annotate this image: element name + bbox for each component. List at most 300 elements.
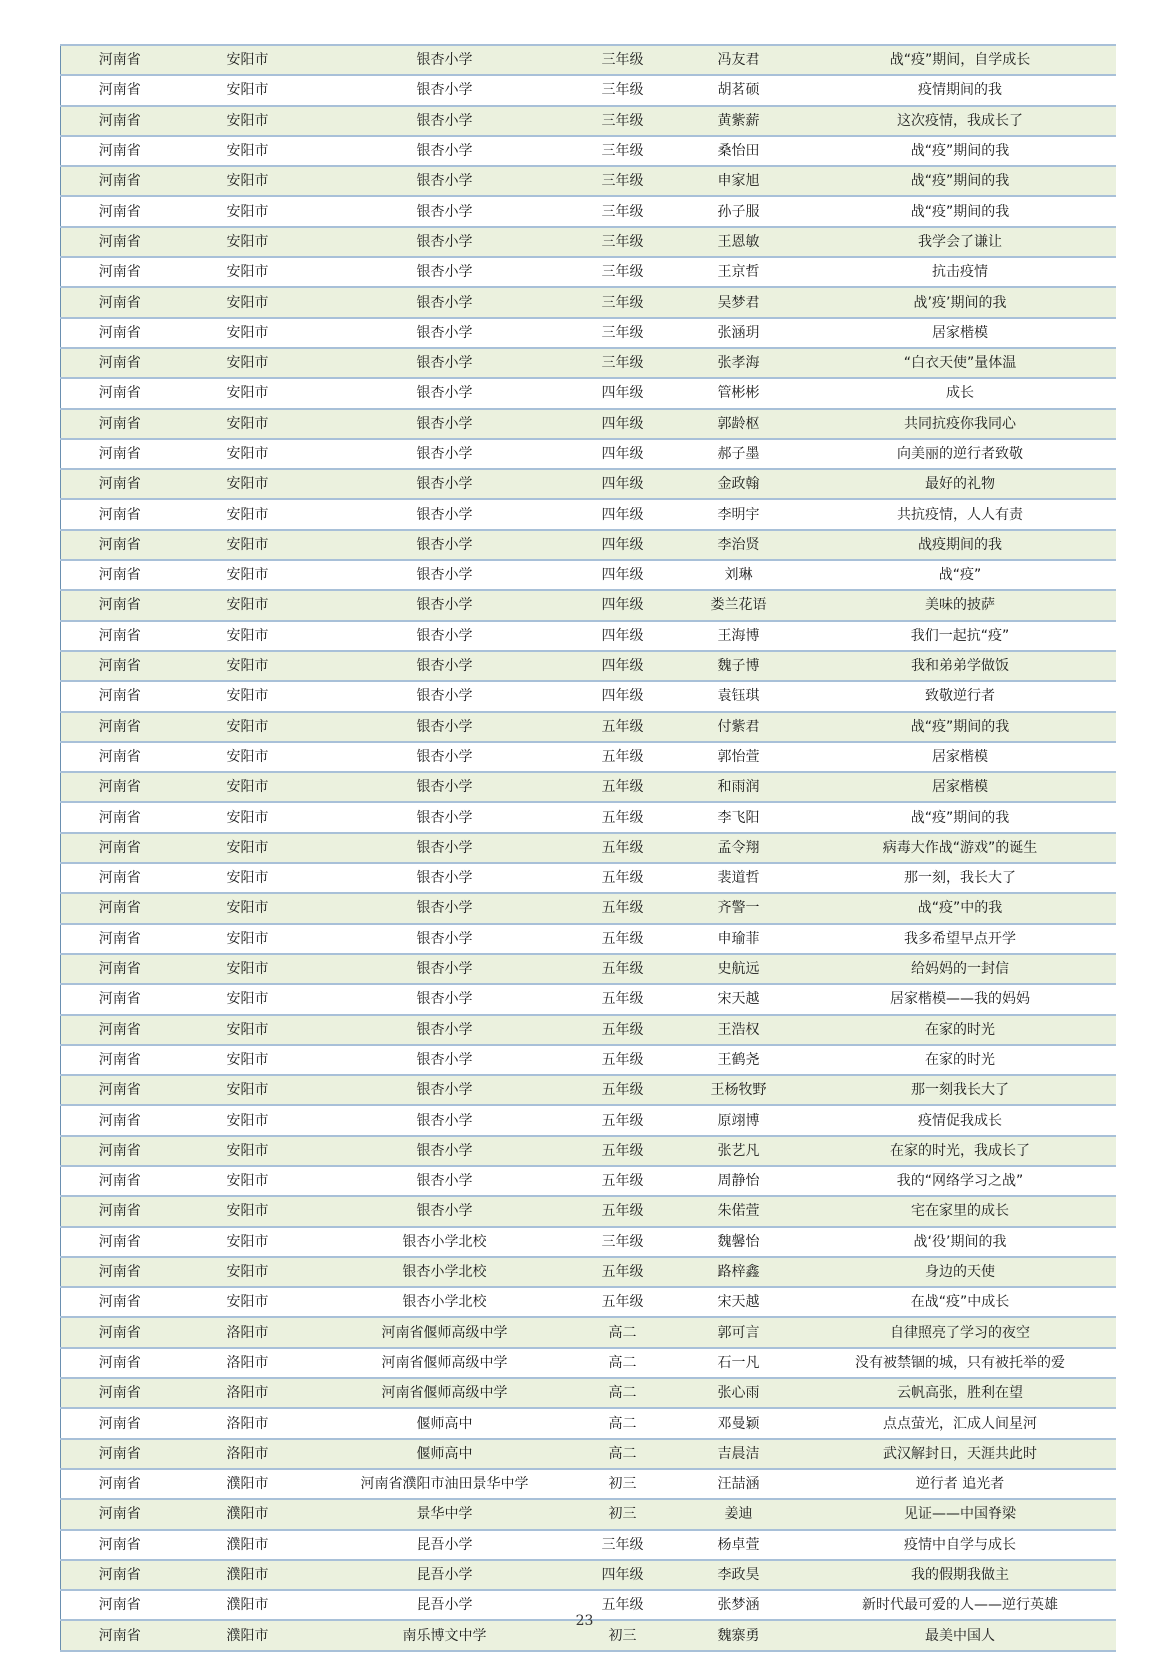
student-name-cell: 郭龄枢 <box>673 409 805 439</box>
grade-cell: 四年级 <box>573 439 673 469</box>
student-name-cell: 王浩权 <box>673 1015 805 1045</box>
grade-cell: 四年级 <box>573 590 673 620</box>
province-cell: 河南省 <box>61 1469 179 1499</box>
table-row <box>61 227 1116 257</box>
city-cell: 安阳市 <box>179 893 317 923</box>
student-name-cell: 张涵玥 <box>673 318 805 348</box>
province-cell: 河南省 <box>61 924 179 954</box>
essay-title-cell: 我多希望早点开学 <box>805 924 1116 954</box>
grade-cell: 五年级 <box>573 1196 673 1226</box>
grade-cell: 高二 <box>573 1348 673 1378</box>
student-name-cell: 宋天越 <box>673 1287 805 1317</box>
school-cell: 银杏小学 <box>317 196 573 226</box>
school-cell: 景华中学 <box>317 1499 573 1529</box>
city-cell: 安阳市 <box>179 863 317 893</box>
school-cell: 银杏小学 <box>317 45 573 75</box>
student-name-cell: 裴道哲 <box>673 863 805 893</box>
grade-cell: 四年级 <box>573 560 673 590</box>
school-cell: 银杏小学 <box>317 984 573 1014</box>
student-name-cell: 朱偌萱 <box>673 1196 805 1226</box>
student-name-cell: 魏馨怡 <box>673 1227 805 1257</box>
city-cell: 安阳市 <box>179 75 317 105</box>
grade-cell: 三年级 <box>573 318 673 348</box>
grade-cell: 三年级 <box>573 348 673 378</box>
table-row <box>61 924 1116 954</box>
student-name-cell: 齐警一 <box>673 893 805 923</box>
school-cell: 银杏小学 <box>317 530 573 560</box>
school-cell: 银杏小学 <box>317 409 573 439</box>
student-name-cell: 周静怡 <box>673 1166 805 1196</box>
province-cell: 河南省 <box>61 1045 179 1075</box>
province-cell: 河南省 <box>61 287 179 317</box>
province-cell: 河南省 <box>61 378 179 408</box>
essay-title-cell: 战“疫” <box>805 560 1116 590</box>
province-cell: 河南省 <box>61 409 179 439</box>
award-list-table <box>60 44 1116 1652</box>
table-row <box>61 893 1116 923</box>
essay-title-cell: 这次疫情，我成长了 <box>805 106 1116 136</box>
essay-title-cell: 云帆高张，胜利在望 <box>805 1378 1116 1408</box>
table-row <box>61 439 1116 469</box>
student-name-cell: 孙子服 <box>673 196 805 226</box>
school-cell: 银杏小学 <box>317 954 573 984</box>
school-cell: 银杏小学 <box>317 651 573 681</box>
city-cell: 安阳市 <box>179 499 317 529</box>
city-cell: 安阳市 <box>179 984 317 1014</box>
student-name-cell: 孟令翔 <box>673 833 805 863</box>
student-name-cell: 刘琳 <box>673 560 805 590</box>
student-name-cell: 李治贤 <box>673 530 805 560</box>
essay-title-cell: 共抗疫情，人人有责 <box>805 499 1116 529</box>
province-cell: 河南省 <box>61 984 179 1014</box>
province-cell: 河南省 <box>61 560 179 590</box>
student-name-cell: 郭怡萱 <box>673 742 805 772</box>
school-cell: 银杏小学 <box>317 318 573 348</box>
student-name-cell: 郭可言 <box>673 1317 805 1347</box>
grade-cell: 四年级 <box>573 378 673 408</box>
city-cell: 安阳市 <box>179 166 317 196</box>
grade-cell: 五年级 <box>573 893 673 923</box>
school-cell: 银杏小学 <box>317 348 573 378</box>
province-cell: 河南省 <box>61 196 179 226</box>
student-name-cell: 管彬彬 <box>673 378 805 408</box>
table-row <box>61 1287 1116 1317</box>
school-cell: 银杏小学 <box>317 1136 573 1166</box>
essay-title-cell: 共同抗疫你我同心 <box>805 409 1116 439</box>
grade-cell: 初三 <box>573 1469 673 1499</box>
table-row <box>61 378 1116 408</box>
table-row <box>61 1196 1116 1226</box>
school-cell: 河南省濮阳市油田景华中学 <box>317 1469 573 1499</box>
table-row <box>61 106 1116 136</box>
province-cell: 河南省 <box>61 1136 179 1166</box>
table-row <box>61 45 1116 75</box>
grade-cell: 三年级 <box>573 136 673 166</box>
province-cell: 河南省 <box>61 1287 179 1317</box>
province-cell: 河南省 <box>61 772 179 802</box>
province-cell: 河南省 <box>61 106 179 136</box>
table-row <box>61 196 1116 226</box>
table-row <box>61 1015 1116 1045</box>
grade-cell: 五年级 <box>573 863 673 893</box>
student-name-cell: 魏子博 <box>673 651 805 681</box>
table-row <box>61 348 1116 378</box>
essay-title-cell: 致敬逆行者 <box>805 681 1116 711</box>
province-cell: 河南省 <box>61 166 179 196</box>
city-cell: 濮阳市 <box>179 1499 317 1529</box>
city-cell: 安阳市 <box>179 530 317 560</box>
province-cell: 河南省 <box>61 1105 179 1135</box>
table-row <box>61 1105 1116 1135</box>
school-cell: 河南省偃师高级中学 <box>317 1317 573 1347</box>
student-name-cell: 王鹤尧 <box>673 1045 805 1075</box>
grade-cell: 高二 <box>573 1408 673 1438</box>
student-name-cell: 吉晨洁 <box>673 1439 805 1469</box>
province-cell: 河南省 <box>61 863 179 893</box>
table-row <box>61 651 1116 681</box>
grade-cell: 五年级 <box>573 1075 673 1105</box>
city-cell: 安阳市 <box>179 196 317 226</box>
grade-cell: 三年级 <box>573 227 673 257</box>
grade-cell: 五年级 <box>573 1257 673 1287</box>
city-cell: 安阳市 <box>179 742 317 772</box>
table-row <box>61 681 1116 711</box>
city-cell: 安阳市 <box>179 227 317 257</box>
grade-cell: 五年级 <box>573 833 673 863</box>
province-cell: 河南省 <box>61 45 179 75</box>
city-cell: 洛阳市 <box>179 1378 317 1408</box>
essay-title-cell: 向美丽的逆行者致敬 <box>805 439 1116 469</box>
province-cell: 河南省 <box>61 1408 179 1438</box>
city-cell: 安阳市 <box>179 106 317 136</box>
grade-cell: 四年级 <box>573 469 673 499</box>
school-cell: 银杏小学 <box>317 712 573 742</box>
grade-cell: 四年级 <box>573 621 673 651</box>
province-cell: 河南省 <box>61 1227 179 1257</box>
grade-cell: 高二 <box>573 1317 673 1347</box>
school-cell: 银杏小学北校 <box>317 1227 573 1257</box>
essay-title-cell: 那一刻，我长大了 <box>805 863 1116 893</box>
student-name-cell: 桑怡田 <box>673 136 805 166</box>
city-cell: 洛阳市 <box>179 1439 317 1469</box>
city-cell: 濮阳市 <box>179 1530 317 1560</box>
city-cell: 安阳市 <box>179 681 317 711</box>
table-row <box>61 1560 1116 1590</box>
table-row <box>61 1378 1116 1408</box>
student-name-cell: 李飞阳 <box>673 802 805 832</box>
school-cell: 银杏小学 <box>317 1105 573 1135</box>
page-number: 23 <box>575 1613 594 1629</box>
essay-title-cell: 身边的天使 <box>805 1257 1116 1287</box>
city-cell: 安阳市 <box>179 409 317 439</box>
essay-title-cell: 我的假期我做主 <box>805 1560 1116 1590</box>
essay-title-cell: 战“疫”期间的我 <box>805 802 1116 832</box>
essay-title-cell: “白衣天使”量体温 <box>805 348 1116 378</box>
province-cell: 河南省 <box>61 439 179 469</box>
student-name-cell: 申瑜菲 <box>673 924 805 954</box>
grade-cell: 三年级 <box>573 257 673 287</box>
grade-cell: 四年级 <box>573 499 673 529</box>
school-cell: 银杏小学 <box>317 1196 573 1226</box>
student-name-cell: 付紫君 <box>673 712 805 742</box>
city-cell: 濮阳市 <box>179 1590 317 1620</box>
school-cell: 银杏小学 <box>317 893 573 923</box>
city-cell: 安阳市 <box>179 1287 317 1317</box>
grade-cell: 四年级 <box>573 530 673 560</box>
grade-cell: 三年级 <box>573 106 673 136</box>
essay-title-cell: 逆行者 追光者 <box>805 1469 1116 1499</box>
city-cell: 安阳市 <box>179 469 317 499</box>
table-row <box>61 499 1116 529</box>
essay-title-cell: 成长 <box>805 378 1116 408</box>
province-cell: 河南省 <box>61 621 179 651</box>
table-row <box>61 1469 1116 1499</box>
province-cell: 河南省 <box>61 530 179 560</box>
school-cell: 银杏小学 <box>317 924 573 954</box>
grade-cell: 五年级 <box>573 802 673 832</box>
essay-title-cell: 战“疫”期间，自学成长 <box>805 45 1116 75</box>
grade-cell: 三年级 <box>573 196 673 226</box>
student-name-cell: 王恩敏 <box>673 227 805 257</box>
grade-cell: 五年级 <box>573 924 673 954</box>
table-row <box>61 409 1116 439</box>
table-row <box>61 1408 1116 1438</box>
school-cell: 银杏小学 <box>317 378 573 408</box>
province-cell: 河南省 <box>61 1590 179 1620</box>
school-cell: 银杏小学 <box>317 469 573 499</box>
school-cell: 银杏小学北校 <box>317 1287 573 1317</box>
province-cell: 河南省 <box>61 1439 179 1469</box>
grade-cell: 五年级 <box>573 1045 673 1075</box>
essay-title-cell: 抗击疫情 <box>805 257 1116 287</box>
student-name-cell: 王杨牧野 <box>673 1075 805 1105</box>
school-cell: 银杏小学 <box>317 802 573 832</box>
province-cell: 河南省 <box>61 499 179 529</box>
essay-title-cell: 在家的时光 <box>805 1045 1116 1075</box>
grade-cell: 五年级 <box>573 1166 673 1196</box>
essay-title-cell: 美味的披萨 <box>805 590 1116 620</box>
essay-title-cell: 那一刻我长大了 <box>805 1075 1116 1105</box>
table-row <box>61 590 1116 620</box>
student-name-cell: 魏寨勇 <box>673 1620 805 1650</box>
province-cell: 河南省 <box>61 1348 179 1378</box>
school-cell: 银杏小学 <box>317 499 573 529</box>
essay-title-cell: 战“疫”中的我 <box>805 893 1116 923</box>
table-row <box>61 772 1116 802</box>
school-cell: 银杏小学 <box>317 1075 573 1105</box>
grade-cell: 三年级 <box>573 287 673 317</box>
essay-title-cell: 居家楷模——我的妈妈 <box>805 984 1116 1014</box>
city-cell: 安阳市 <box>179 287 317 317</box>
student-name-cell: 金政翰 <box>673 469 805 499</box>
essay-title-cell: 居家楷模 <box>805 772 1116 802</box>
city-cell: 安阳市 <box>179 348 317 378</box>
city-cell: 安阳市 <box>179 1196 317 1226</box>
grade-cell: 五年级 <box>573 1287 673 1317</box>
grade-cell: 三年级 <box>573 1227 673 1257</box>
essay-title-cell: 最美中国人 <box>805 1620 1116 1650</box>
essay-title-cell: 在战“疫”中成长 <box>805 1287 1116 1317</box>
grade-cell: 五年级 <box>573 954 673 984</box>
city-cell: 濮阳市 <box>179 1469 317 1499</box>
school-cell: 银杏小学 <box>317 681 573 711</box>
grade-cell: 五年级 <box>573 712 673 742</box>
essay-title-cell: 病毒大作战“游戏”的诞生 <box>805 833 1116 863</box>
grade-cell: 四年级 <box>573 651 673 681</box>
table-row <box>61 469 1116 499</box>
school-cell: 银杏小学 <box>317 621 573 651</box>
table-row <box>61 166 1116 196</box>
city-cell: 安阳市 <box>179 1136 317 1166</box>
province-cell: 河南省 <box>61 833 179 863</box>
essay-title-cell: 居家楷模 <box>805 742 1116 772</box>
essay-title-cell: 在家的时光 <box>805 1015 1116 1045</box>
school-cell: 昆吾小学 <box>317 1530 573 1560</box>
student-name-cell: 石一凡 <box>673 1348 805 1378</box>
city-cell: 安阳市 <box>179 590 317 620</box>
table-row <box>61 1439 1116 1469</box>
essay-title-cell: 疫情中自学与成长 <box>805 1530 1116 1560</box>
table-row <box>61 1257 1116 1287</box>
essay-title-cell: 战“疫”期间的我 <box>805 712 1116 742</box>
student-name-cell: 李明宇 <box>673 499 805 529</box>
table-row <box>61 318 1116 348</box>
province-cell: 河南省 <box>61 1166 179 1196</box>
province-cell: 河南省 <box>61 318 179 348</box>
province-cell: 河南省 <box>61 136 179 166</box>
essay-title-cell: 新时代最可爱的人——逆行英雄 <box>805 1590 1116 1620</box>
city-cell: 安阳市 <box>179 1227 317 1257</box>
student-name-cell: 张孝海 <box>673 348 805 378</box>
province-cell: 河南省 <box>61 1317 179 1347</box>
table-row <box>61 530 1116 560</box>
city-cell: 安阳市 <box>179 802 317 832</box>
essay-title-cell: 在家的时光，我成长了 <box>805 1136 1116 1166</box>
student-name-cell: 杨卓萱 <box>673 1530 805 1560</box>
table-row <box>61 984 1116 1014</box>
school-cell: 银杏小学 <box>317 227 573 257</box>
school-cell: 偃师高中 <box>317 1439 573 1469</box>
student-name-cell: 王京哲 <box>673 257 805 287</box>
school-cell: 银杏小学 <box>317 136 573 166</box>
grade-cell: 三年级 <box>573 166 673 196</box>
grade-cell: 三年级 <box>573 75 673 105</box>
essay-title-cell: 宅在家里的成长 <box>805 1196 1116 1226</box>
city-cell: 安阳市 <box>179 712 317 742</box>
school-cell: 银杏小学 <box>317 439 573 469</box>
student-name-cell: 张艺凡 <box>673 1136 805 1166</box>
province-cell: 河南省 <box>61 1560 179 1590</box>
student-name-cell: 路梓鑫 <box>673 1257 805 1287</box>
student-name-cell: 张梦涵 <box>673 1590 805 1620</box>
school-cell: 银杏小学 <box>317 1045 573 1075</box>
essay-title-cell: 点点萤光，汇成人间星河 <box>805 1408 1116 1438</box>
city-cell: 安阳市 <box>179 45 317 75</box>
student-name-cell: 胡茗硕 <box>673 75 805 105</box>
essay-title-cell: 见证——中国脊梁 <box>805 1499 1116 1529</box>
province-cell: 河南省 <box>61 1015 179 1045</box>
essay-title-cell: 武汉解封日，天涯共此时 <box>805 1439 1116 1469</box>
grade-cell: 四年级 <box>573 681 673 711</box>
essay-title-cell: 我的“网络学习之战” <box>805 1166 1116 1196</box>
province-cell: 河南省 <box>61 1530 179 1560</box>
province-cell: 河南省 <box>61 227 179 257</box>
student-name-cell: 吴梦君 <box>673 287 805 317</box>
table-row <box>61 833 1116 863</box>
student-name-cell: 邓曼颖 <box>673 1408 805 1438</box>
school-cell: 昆吾小学 <box>317 1590 573 1620</box>
essay-title-cell: 战“疫”期间的我 <box>805 196 1116 226</box>
grade-cell: 高二 <box>573 1378 673 1408</box>
student-name-cell: 冯友君 <box>673 45 805 75</box>
table-row <box>61 1348 1116 1378</box>
essay-title-cell: 没有被禁锢的城，只有被托举的爱 <box>805 1348 1116 1378</box>
grade-cell: 五年级 <box>573 772 673 802</box>
table-row <box>61 954 1116 984</box>
student-name-cell: 郝子墨 <box>673 439 805 469</box>
essay-title-cell: 居家楷模 <box>805 318 1116 348</box>
student-name-cell: 李政昊 <box>673 1560 805 1590</box>
student-name-cell: 王海博 <box>673 621 805 651</box>
table-row <box>61 136 1116 166</box>
city-cell: 安阳市 <box>179 560 317 590</box>
province-cell: 河南省 <box>61 1499 179 1529</box>
essay-title-cell: 最好的礼物 <box>805 469 1116 499</box>
table-row <box>61 1227 1116 1257</box>
province-cell: 河南省 <box>61 1378 179 1408</box>
school-cell: 南乐博文中学 <box>317 1620 573 1650</box>
province-cell: 河南省 <box>61 712 179 742</box>
grade-cell: 五年级 <box>573 984 673 1014</box>
city-cell: 安阳市 <box>179 772 317 802</box>
city-cell: 安阳市 <box>179 1257 317 1287</box>
essay-title-cell: 给妈妈的一封信 <box>805 954 1116 984</box>
city-cell: 濮阳市 <box>179 1620 317 1650</box>
table-row <box>61 257 1116 287</box>
student-name-cell: 袁钰琪 <box>673 681 805 711</box>
essay-title-cell: 我和弟弟学做饭 <box>805 651 1116 681</box>
essay-title-cell: 疫情期间的我 <box>805 75 1116 105</box>
province-cell: 河南省 <box>61 1620 179 1650</box>
table-row <box>61 1499 1116 1529</box>
table-row <box>61 1045 1116 1075</box>
school-cell: 河南省偃师高级中学 <box>317 1378 573 1408</box>
grade-cell: 初三 <box>573 1620 673 1650</box>
city-cell: 安阳市 <box>179 318 317 348</box>
province-cell: 河南省 <box>61 651 179 681</box>
table-row <box>61 621 1116 651</box>
school-cell: 银杏小学 <box>317 1015 573 1045</box>
student-name-cell: 黄紫薪 <box>673 106 805 136</box>
table-body <box>61 45 1116 1651</box>
table-row <box>61 712 1116 742</box>
province-cell: 河南省 <box>61 681 179 711</box>
province-cell: 河南省 <box>61 742 179 772</box>
province-cell: 河南省 <box>61 1257 179 1287</box>
school-cell: 银杏小学 <box>317 742 573 772</box>
city-cell: 安阳市 <box>179 257 317 287</box>
essay-title-cell: 疫情促我成长 <box>805 1105 1116 1135</box>
grade-cell: 三年级 <box>573 1530 673 1560</box>
grade-cell: 高二 <box>573 1439 673 1469</box>
school-cell: 银杏小学 <box>317 75 573 105</box>
table-row <box>61 1317 1116 1347</box>
essay-title-cell: 战’疫’期间的我 <box>805 287 1116 317</box>
school-cell: 银杏小学 <box>317 1166 573 1196</box>
student-name-cell: 申家旭 <box>673 166 805 196</box>
student-name-cell: 原翊博 <box>673 1105 805 1135</box>
grade-cell: 五年级 <box>573 1105 673 1135</box>
